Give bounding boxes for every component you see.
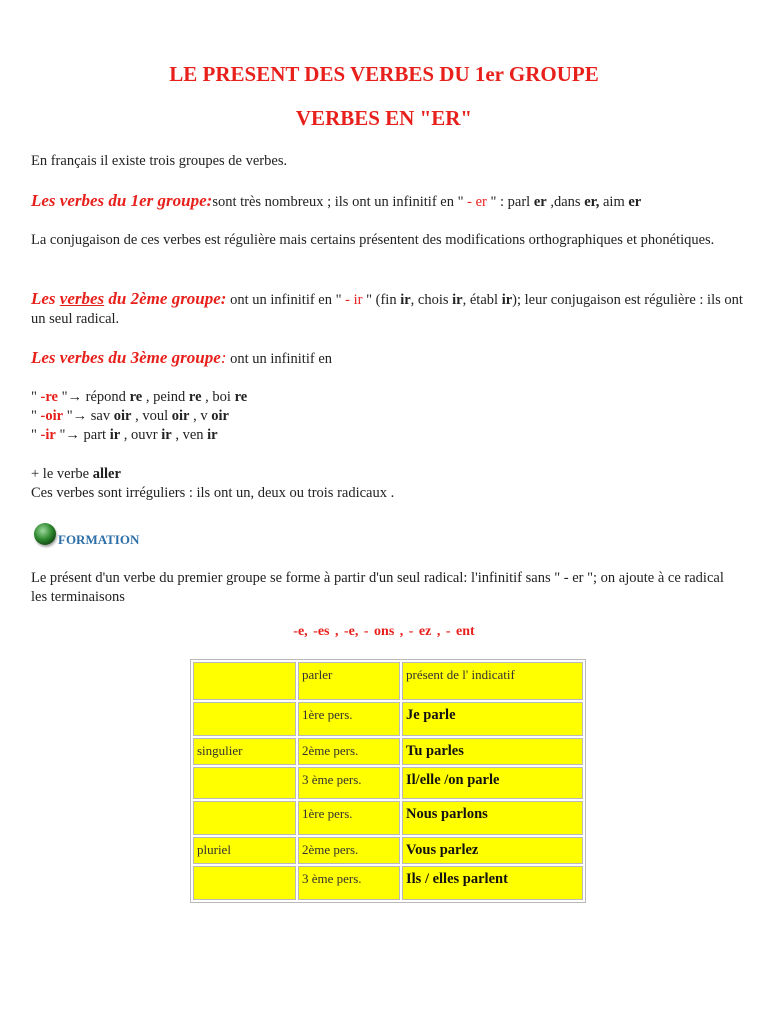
green-ball-icon [34, 523, 56, 545]
table-cell: Il/elle /on parle [402, 767, 583, 799]
table-cell [193, 662, 296, 700]
intro-text: En français il existe trois groupes de verbes. [31, 153, 288, 169]
table-row [193, 662, 583, 700]
table-cell: 2ème pers. [298, 837, 400, 864]
page-subtitle: VERBES EN "ER" [295, 106, 473, 130]
table-cell: présent de l' indicatif [402, 662, 583, 700]
table-row [193, 702, 583, 736]
table-row [193, 738, 583, 765]
list-item: " -ir "→ part ir , ouvr ir , ven ir [31, 427, 218, 443]
group3-paragraph: Les verbes du 3ème groupe: ont un infinitif en [31, 348, 332, 367]
table-cell: 3 ème pers. [298, 866, 400, 900]
group1-ending: - er [463, 194, 491, 210]
group3-label: Les verbes du 3ème groupe [31, 348, 221, 367]
table-cell [193, 866, 296, 900]
table-cell: Nous parlons [402, 801, 583, 835]
table-cell: Vous parlez [402, 837, 583, 864]
formation-label: FORMATION [58, 532, 140, 547]
list-item: " -oir "→ sav oir , voul oir , v oir [31, 408, 229, 424]
table-cell [193, 801, 296, 835]
group1-label: Les verbes du 1er groupe: [31, 191, 213, 210]
table-row [193, 837, 583, 864]
table-row [193, 801, 583, 835]
table-cell: parler [298, 662, 400, 700]
group1-paragraph: Les verbes du 1er groupe:sont très nombreux ; ils ont un infinitif en " - er " : parl er ,dans er, aim er [31, 191, 642, 210]
group2-label: Les verbes du 2ème groupe: [31, 289, 227, 308]
endings-line: -e, -es , -e, - ons , - ez , - ent [293, 624, 475, 639]
conjugation-table [190, 659, 586, 903]
irregular-text: Ces verbes sont irréguliers : ils ont un, deux ou trois radicaux . [31, 485, 395, 501]
table-cell: pluriel [193, 837, 296, 864]
aller-paragraph: + le verbe aller Ces verbes sont irréguliers : ils ont un, deux ou trois radicaux . [31, 466, 395, 501]
table-cell: 3 ème pers. [298, 767, 400, 799]
aller-word: aller [92, 466, 121, 482]
table-row [193, 866, 583, 900]
table-row [193, 767, 583, 799]
table-cell [193, 767, 296, 799]
table-cell: 2ème pers. [298, 738, 400, 765]
table-cell: Tu parles [402, 738, 583, 765]
group3-list [31, 388, 743, 445]
group2-ending: - ir [345, 292, 367, 308]
table-cell: 1ère pers. [298, 801, 400, 835]
table-cell: Je parle [402, 702, 583, 736]
table-cell: Ils / elles parlent [402, 866, 583, 900]
formation-text: Le présent d'un verbe du premier groupe se forme à partir d'un seul radical: l'infinitif sans " - er "; on ajoute à ce radical les terminaisons [31, 570, 724, 605]
page-title: LE PRESENT DES VERBES DU 1er GROUPE [169, 62, 599, 86]
table-cell [193, 702, 296, 736]
table-cell: singulier [193, 738, 296, 765]
table-cell: 1ère pers. [298, 702, 400, 736]
group2-paragraph: Les verbes du 2ème groupe: ont un infinitif en " - ir " (fin ir, chois ir, établ ir); leur conjugaison est régulière : ils ont un seul radical. [31, 289, 743, 327]
list-item: " -re "→ répond re , peind re , boi re [31, 389, 248, 405]
regular-paragraph: La conjugaison de ces verbes est régulière mais certains présentent des modifications orthographiques et phonétiques. [31, 232, 715, 248]
